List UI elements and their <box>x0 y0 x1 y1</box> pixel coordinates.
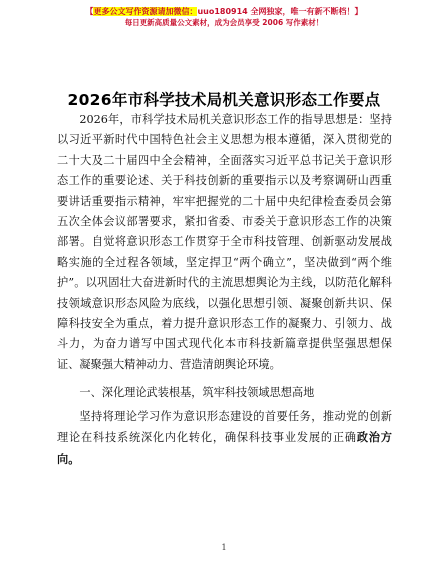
banner-bracket: 【 <box>85 7 94 16</box>
banner-line1-rest: uuo180914 全网独家，唯一有新不断档！】 <box>197 7 363 16</box>
intro-paragraph: 2026年，市科学技术局机关意识形态工作的指导思想是：坚持以习近平新时代中国特色社会主义思想为根本遵循，深入贯彻党的二十大及二十届四中全会精神，全面落实习近平总书记关于意识形态工作的重要论述、关于科技创新的重要指示以及考察调研山西重要讲话重要指示精神，牢牢把握党的二十届中央纪律检查委员会第五次全体会议部署要求，紧扣省委、市委关于意识形态工作的决策部署。自觉将意识形态工作贯穿于全市科技管理、创新驱动发展战略实施的全过程各领域，坚定捍卫“两个确立”，坚决做到“两个维护”。以巩固壮大奋进新时代的主流思想舆论为主线，以防范化解科技领域意识形态风险为底线，以强化思想引领、凝聚创新共识、保障科技安全为重点，着力提升意识形态工作的凝聚力、引领力、战斗力，为奋力谱写中国式现代化本市科技新篇章提供坚强思想保证、凝聚强大精神动力、营造清朗舆论环境。 <box>57 113 392 371</box>
document-title: 2026年市科学技术局机关意识形态工作要点 <box>67 91 381 109</box>
promo-banner <box>0 6 448 28</box>
section-paragraph-text: 坚持将理论学习作为意识形态建设的首要任务，推动党的创新理论在科技系统深化内化转化，确保科技事业发展的正确 <box>57 410 392 445</box>
section-heading: 一、深化理论武装根基，筑牢科技领域思想高地 <box>79 386 315 399</box>
promo-banner-line2: 每日更新高质量公文素材，成为会员享受 2006 写作素材！ <box>124 18 324 27</box>
section-paragraph-bold-text: 政治方向。 <box>57 430 392 466</box>
section-paragraph <box>57 407 392 470</box>
promo-banner-line1 <box>0 6 448 17</box>
page-number: 1 <box>221 543 227 552</box>
banner-highlight-text: 更多公文写作资源请加微信： <box>93 7 198 16</box>
